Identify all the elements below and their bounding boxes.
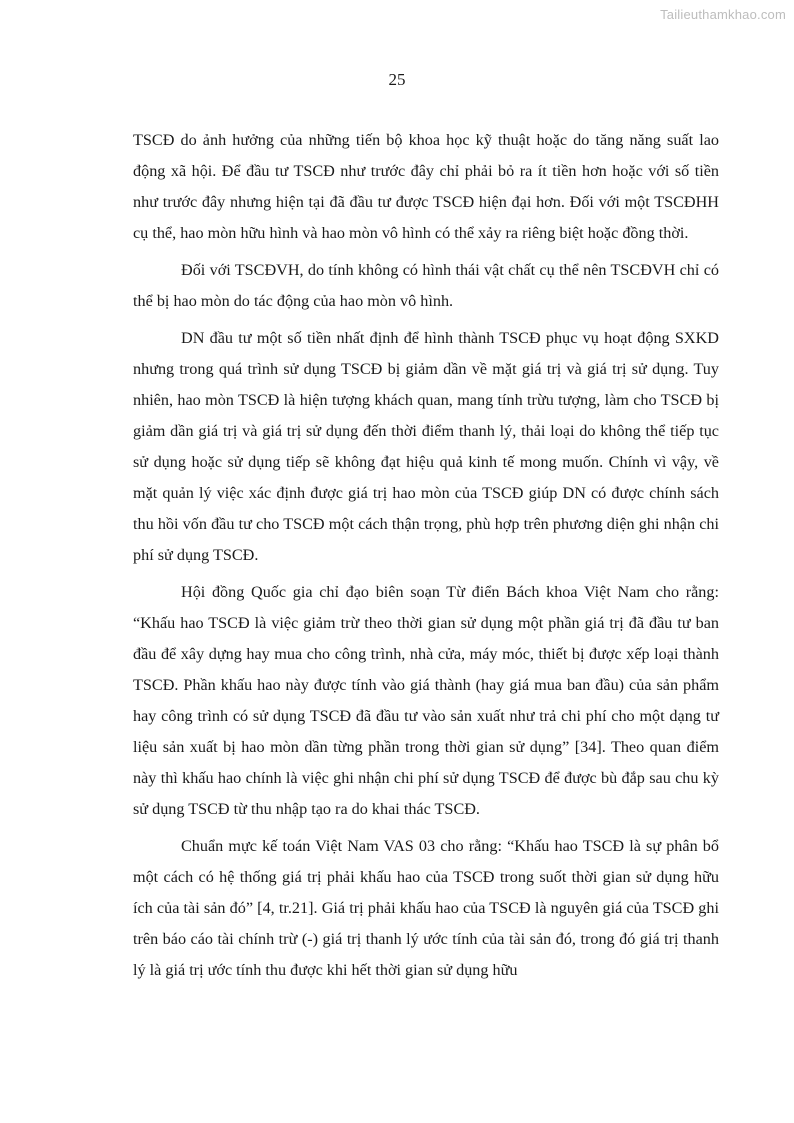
paragraph-2: Đối với TSCĐVH, do tính không có hình thái vật chất cụ thể nên TSCĐVH chỉ có thể bị hao mòn do tác động của hao mòn vô hình.	[133, 261, 719, 310]
document-body	[133, 125, 719, 992]
page-number: 25	[388, 70, 406, 89]
paragraph-4: Hội đồng Quốc gia chỉ đạo biên soạn Từ điển Bách khoa Việt Nam cho rằng: “Khấu hao TSCĐ là việc giảm trừ theo thời gian sử dụng một phần giá trị đã đầu tư ban đầu để xây dựng hay mua cho công trình, nhà cửa, máy móc, thiết bị được xếp loại thành TSCĐ. Phần khấu hao này được tính vào giá thành (hay giá mua ban đầu) của sản phẩm hay công trình có sử dụng TSCĐ đã đầu tư vào sản xuất như trả chi phí cho một dạng tư liệu sản xuất bị hao mòn dần từng phần trong thời gian sử dụng” [34]. Theo quan điểm này thì khấu hao chính là việc ghi nhận chi phí sử dụng TSCĐ để được bù đắp sau chu kỳ sử dụng TSCĐ từ thu nhập tạo ra do khai thác TSCĐ.	[133, 583, 719, 818]
paragraph-1: TSCĐ do ảnh hưởng của những tiến bộ khoa học kỹ thuật hoặc do tăng năng suất lao động xã hội. Để đầu tư TSCĐ như trước đây chỉ phải bỏ ra ít tiền hơn hoặc với số tiền như trước đây nhưng hiện tại đã đầu tư được TSCĐ hiện đại hơn. Đối với một TSCĐHH cụ thể, hao mòn hữu hình và hao mòn vô hình có thể xảy ra riêng biệt hoặc đồng thời.	[133, 131, 719, 242]
paragraph-3: DN đầu tư một số tiền nhất định để hình thành TSCĐ phục vụ hoạt động SXKD nhưng trong quá trình sử dụng TSCĐ bị giảm dần về mặt giá trị và giá trị sử dụng. Tuy nhiên, hao mòn TSCĐ là hiện tượng khách quan, mang tính trừu tượng, làm cho TSCĐ bị giảm dần giá trị và giá trị sử dụng đến thời điểm thanh lý, thải loại do không thể tiếp tục sử dụng hoặc sử dụng tiếp sẽ không đạt hiệu quả kinh tế mong muốn. Chính vì vậy, về mặt quản lý việc xác định được giá trị hao mòn của TSCĐ giúp DN có được chính sách thu hồi vốn đầu tư cho TSCĐ một cách thận trọng, phù hợp trên phương diện ghi nhận chi phí sử dụng TSCĐ.	[133, 329, 719, 564]
watermark: Tailieuthamkhao.com	[660, 7, 786, 22]
paragraph-5: Chuẩn mực kế toán Việt Nam VAS 03 cho rằng: “Khấu hao TSCĐ là sự phân bổ một cách có hệ thống giá trị phải khấu hao của TSCĐ trong suốt thời gian sử dụng hữu ích của tài sản đó” [4, tr.21]. Giá trị phải khấu hao của TSCĐ là nguyên giá của TSCĐ ghi trên báo cáo tài chính trừ (-) giá trị thanh lý ước tính của tài sản đó, trong đó giá trị thanh lý là giá trị ước tính thu được khi hết thời gian sử dụng hữu	[133, 837, 719, 979]
